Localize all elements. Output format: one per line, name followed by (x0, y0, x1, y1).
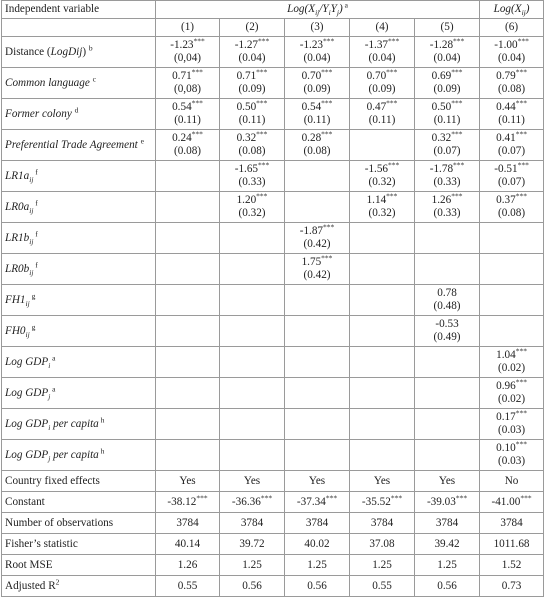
coefficient-cell (285, 161, 350, 192)
coefficient-cell (220, 68, 285, 99)
row-label: Log $GDP_i$ per capita $^h$ (2, 409, 156, 440)
standard-error: (0.32) (238, 207, 266, 219)
standard-error: (0.11) (238, 114, 266, 126)
statistic-cell: 1.52 (480, 555, 544, 576)
coefficient-cell (415, 37, 480, 68)
coefficient-cell (285, 316, 350, 347)
independent-variable-header: Independent variable (2, 1, 156, 19)
column-number: (3) (285, 19, 350, 37)
statistic-cell: 0.55 (156, 576, 220, 597)
standard-error: (0.04) (238, 52, 266, 64)
standard-error: (0.11) (174, 114, 201, 126)
standard-error: (0.08) (173, 145, 202, 157)
coefficient-row (2, 316, 544, 347)
standard-error: (0.02) (498, 362, 526, 374)
row-label: $FH0_{ij}$ $^g$ (2, 316, 156, 347)
standard-error: (0.33) (433, 207, 461, 219)
coefficient-cell (480, 192, 544, 223)
coefficient-cell (480, 254, 544, 285)
row-label: Former colony $^d$ (2, 99, 156, 130)
statistics-row (2, 534, 544, 555)
standard-error: (0.32) (368, 207, 396, 219)
row-label: Log $GDP_j$ $^a$ (2, 378, 156, 409)
row-label: $LR0b_{ij}$ $^f$ (2, 254, 156, 285)
coefficient-cell (480, 130, 544, 161)
estimate: -0.53 (435, 318, 459, 330)
coefficient-cell (415, 254, 480, 285)
statistic-cell: 0.56 (220, 576, 285, 597)
estimate: -0.51*** (494, 160, 529, 175)
coefficient-cell (220, 254, 285, 285)
statistic-cell: 3784 (156, 513, 220, 534)
coefficient-cell (415, 316, 480, 347)
coefficient-cell (415, 68, 480, 99)
standard-error: (0.04) (368, 52, 396, 64)
statistic-cell: 1.25 (285, 555, 350, 576)
coefficient-cell (350, 99, 415, 130)
row-label: Preferential Trade Agreement $^e$ (2, 130, 156, 161)
coefficient-cell (156, 192, 220, 223)
statistic-cell: Yes (156, 471, 220, 492)
coefficient-cell (350, 192, 415, 223)
coefficient-cell (220, 285, 285, 316)
coefficient-cell (220, 130, 285, 161)
statistics-row (2, 471, 544, 492)
standard-error: (0.49) (433, 331, 461, 343)
row-label: Adjusted $R^2$ (2, 576, 156, 597)
statistic-cell: 39.72 (220, 534, 285, 555)
standard-error: (0.02) (498, 393, 526, 405)
coefficient-cell (285, 254, 350, 285)
row-label: Log $GDP_i$ $^a$ (2, 347, 156, 378)
statistic-cell: 1.25 (220, 555, 285, 576)
statistic-cell: 1.25 (415, 555, 480, 576)
statistics-row (2, 513, 544, 534)
row-label: $FH1_{ij}$ $^g$ (2, 285, 156, 316)
estimate: 0.50*** (236, 98, 268, 113)
statistic-cell: 3784 (285, 513, 350, 534)
estimate: 1.75*** (301, 253, 333, 268)
coefficient-row (2, 254, 544, 285)
column-number: (6) (480, 19, 544, 37)
standard-error: (0,08) (173, 83, 202, 95)
statistic-cell: 40.14 (156, 534, 220, 555)
coefficient-row (2, 37, 544, 68)
coefficient-cell (285, 440, 350, 471)
coefficient-cell (156, 223, 220, 254)
statistic-cell: -39.03*** (415, 492, 480, 513)
row-label: Distance (LogDij) $^b$ (2, 37, 156, 68)
coefficient-cell (220, 223, 285, 254)
statistic-cell: 0.56 (285, 576, 350, 597)
estimate: 0.78 (437, 287, 457, 299)
standard-error: (0.08) (498, 207, 526, 219)
standard-error: (0.11) (303, 114, 331, 126)
standard-error: (0.08) (238, 145, 266, 157)
coefficient-cell (285, 409, 350, 440)
coefficient-cell (156, 68, 220, 99)
estimate: 0.70*** (366, 67, 398, 82)
statistic-cell: 1011.68 (480, 534, 544, 555)
estimate: 0.54*** (301, 98, 333, 113)
statistic-cell: Yes (350, 471, 415, 492)
statistic-cell: 0.56 (415, 576, 480, 597)
estimate: 0.10*** (496, 439, 527, 454)
coefficient-row (2, 161, 544, 192)
estimate: 0.50*** (431, 98, 463, 113)
statistic-cell: Yes (415, 471, 480, 492)
dependent-variable-2-header: $Log(X_{ij})$ (480, 1, 544, 19)
estimate: 0.32*** (236, 129, 268, 144)
estimate: 0.41*** (496, 129, 527, 144)
standard-error: (0.04) (498, 52, 526, 64)
estimate: -1.37*** (364, 36, 400, 51)
estimate: 1.20*** (236, 191, 268, 206)
coefficient-cell (285, 378, 350, 409)
row-label: Log $GDP_j$ per capita $^h$ (2, 440, 156, 471)
coefficient-row (2, 223, 544, 254)
column-number: (2) (220, 19, 285, 37)
coefficient-cell (156, 409, 220, 440)
statistics-row (2, 576, 544, 597)
coefficient-cell (350, 409, 415, 440)
statistic-cell: Yes (220, 471, 285, 492)
coefficient-cell (350, 285, 415, 316)
standard-error: (0.04) (433, 52, 461, 64)
row-label: Fisher’s statistic (2, 534, 156, 555)
coefficient-cell (285, 99, 350, 130)
estimate: -1.23*** (299, 36, 335, 51)
coefficient-cell (220, 161, 285, 192)
estimate: -1.23*** (170, 36, 205, 51)
column-number: (4) (350, 19, 415, 37)
column-number: (5) (415, 19, 480, 37)
coefficient-cell (156, 347, 220, 378)
coefficient-cell (350, 130, 415, 161)
coefficient-cell (156, 130, 220, 161)
regression-table (1, 0, 544, 597)
estimate: -1.56*** (364, 160, 400, 175)
coefficient-cell (285, 347, 350, 378)
standard-error: (0.07) (498, 145, 526, 157)
statistic-cell: -38.12*** (156, 492, 220, 513)
header-row (2, 1, 544, 19)
row-label: $LR1a_{ij}$ $^f$ (2, 161, 156, 192)
coefficient-cell (480, 409, 544, 440)
coefficient-row (2, 378, 544, 409)
estimate: 0.70*** (301, 67, 333, 82)
coefficient-cell (415, 161, 480, 192)
estimate: -1.27*** (234, 36, 270, 51)
coefficient-cell (480, 68, 544, 99)
standard-error: (0.09) (433, 83, 461, 95)
coefficient-cell (415, 409, 480, 440)
coefficient-cell (415, 347, 480, 378)
coefficient-cell (285, 192, 350, 223)
estimate: -1.65*** (234, 160, 270, 175)
statistics-row (2, 555, 544, 576)
coefficient-cell (220, 316, 285, 347)
coefficient-cell (480, 37, 544, 68)
statistic-cell: Yes (285, 471, 350, 492)
coefficient-cell (285, 68, 350, 99)
standard-error: (0.11) (498, 114, 525, 126)
coefficient-cell (480, 99, 544, 130)
statistics-row (2, 492, 544, 513)
standard-error: (0.03) (498, 424, 526, 436)
coefficient-cell (220, 347, 285, 378)
estimate: 1.04*** (496, 346, 527, 361)
coefficient-cell (350, 37, 415, 68)
coefficient-cell (285, 223, 350, 254)
standard-error: (0.42) (303, 238, 331, 250)
standard-error: (0.48) (433, 300, 461, 312)
coefficient-cell (285, 37, 350, 68)
estimate: 1.26*** (431, 191, 463, 206)
coefficient-cell (220, 192, 285, 223)
standard-error: (0.32) (368, 176, 396, 188)
row-label: $LR0a_{ij}$ $^f$ (2, 192, 156, 223)
row-label: Root MSE (2, 555, 156, 576)
coefficient-cell (156, 440, 220, 471)
coefficient-row (2, 409, 544, 440)
coefficient-cell (415, 223, 480, 254)
coefficient-cell (350, 254, 415, 285)
standard-error: (0.03) (498, 455, 526, 467)
statistic-cell: 3784 (480, 513, 544, 534)
coefficient-cell (350, 440, 415, 471)
estimate: 0.71*** (236, 67, 268, 82)
statistic-cell: 40.02 (285, 534, 350, 555)
coefficient-cell (156, 316, 220, 347)
coefficient-cell (480, 347, 544, 378)
coefficient-row (2, 99, 544, 130)
coefficient-cell (156, 254, 220, 285)
row-label: Country fixed effects (2, 471, 156, 492)
coefficient-cell (415, 99, 480, 130)
estimate: 0.37*** (496, 191, 527, 206)
standard-error: (0.07) (433, 145, 461, 157)
coefficient-cell (350, 316, 415, 347)
standard-error: (0.09) (303, 83, 331, 95)
standard-error: (0.08) (303, 145, 331, 157)
statistic-cell: 3784 (415, 513, 480, 534)
standard-error: (0.11) (433, 114, 461, 126)
estimate: 0.79*** (496, 67, 527, 82)
estimate: 0.44*** (496, 98, 527, 113)
coefficient-row (2, 68, 544, 99)
coefficient-cell (480, 161, 544, 192)
coefficient-row (2, 285, 544, 316)
coefficient-cell (480, 285, 544, 316)
statistic-cell: -36.36*** (220, 492, 285, 513)
standard-error: (0.09) (368, 83, 396, 95)
estimate: 0.54*** (172, 98, 203, 113)
statistic-cell: 1.25 (350, 555, 415, 576)
estimate: 0.96*** (496, 377, 527, 392)
coefficient-cell (220, 99, 285, 130)
row-label: Common language $^c$ (2, 68, 156, 99)
row-label: Number of observations (2, 513, 156, 534)
coefficient-row (2, 130, 544, 161)
estimate: 0.17*** (496, 408, 527, 423)
coefficient-cell (350, 347, 415, 378)
coefficient-cell (220, 409, 285, 440)
coefficient-row (2, 440, 544, 471)
estimate: -1.28*** (429, 36, 465, 51)
standard-error: (0.11) (368, 114, 396, 126)
coefficient-cell (220, 378, 285, 409)
coefficient-cell (156, 378, 220, 409)
estimate: 0.71*** (172, 67, 203, 82)
coefficient-cell (415, 192, 480, 223)
coefficient-cell (156, 99, 220, 130)
coefficient-cell (415, 130, 480, 161)
coefficient-cell (415, 378, 480, 409)
estimate: -1.78*** (429, 160, 465, 175)
statistic-cell: -41.00*** (480, 492, 544, 513)
estimate: 0.32*** (431, 129, 463, 144)
statistic-cell: 37.08 (350, 534, 415, 555)
column-number: (1) (156, 19, 220, 37)
coefficient-row (2, 192, 544, 223)
coefficient-cell (350, 223, 415, 254)
coefficient-cell (480, 223, 544, 254)
statistic-cell: 1.26 (156, 555, 220, 576)
coefficient-cell (156, 161, 220, 192)
coefficient-cell (350, 68, 415, 99)
standard-error: (0.04) (303, 52, 331, 64)
estimate: 1.14*** (366, 191, 398, 206)
estimate: 0.47*** (366, 98, 398, 113)
coefficient-cell (156, 285, 220, 316)
statistic-cell: 0.73 (480, 576, 544, 597)
statistic-cell: -37.34*** (285, 492, 350, 513)
statistic-cell: 0.55 (350, 576, 415, 597)
coefficient-cell (156, 37, 220, 68)
standard-error: (0.33) (433, 176, 461, 188)
standard-error: (0,04) (173, 52, 202, 64)
coefficient-row (2, 347, 544, 378)
estimate: 0.24*** (172, 129, 203, 144)
standard-error: (0.33) (238, 176, 266, 188)
coefficient-cell (220, 440, 285, 471)
column-number-row (2, 19, 544, 37)
estimate: 0.28*** (301, 129, 333, 144)
estimate: -1.00*** (494, 36, 529, 51)
coefficient-cell (415, 440, 480, 471)
statistic-cell: No (480, 471, 544, 492)
coefficient-cell (350, 161, 415, 192)
coefficient-cell (285, 285, 350, 316)
row-label: $LR1b_{ij}$ $^f$ (2, 223, 156, 254)
standard-error: (0.07) (498, 176, 526, 188)
dependent-variable-1-header: $Log(X_{ij}/Y_iY_j)$ $^a$ (156, 1, 480, 19)
coefficient-cell (480, 316, 544, 347)
standard-error: (0.42) (303, 269, 331, 281)
coefficient-cell (220, 37, 285, 68)
coefficient-cell (415, 285, 480, 316)
standard-error: (0.09) (238, 83, 266, 95)
statistic-cell: -35.52*** (350, 492, 415, 513)
coefficient-cell (350, 378, 415, 409)
estimate: 0.69*** (431, 67, 463, 82)
statistic-cell: 39.42 (415, 534, 480, 555)
standard-error: (0.08) (498, 83, 526, 95)
statistic-cell: 3784 (350, 513, 415, 534)
coefficient-cell (480, 378, 544, 409)
row-label: Constant (2, 492, 156, 513)
estimate: -1.87*** (299, 222, 335, 237)
empty-cell (2, 19, 156, 37)
coefficient-cell (285, 130, 350, 161)
statistic-cell: 3784 (220, 513, 285, 534)
coefficient-cell (480, 440, 544, 471)
